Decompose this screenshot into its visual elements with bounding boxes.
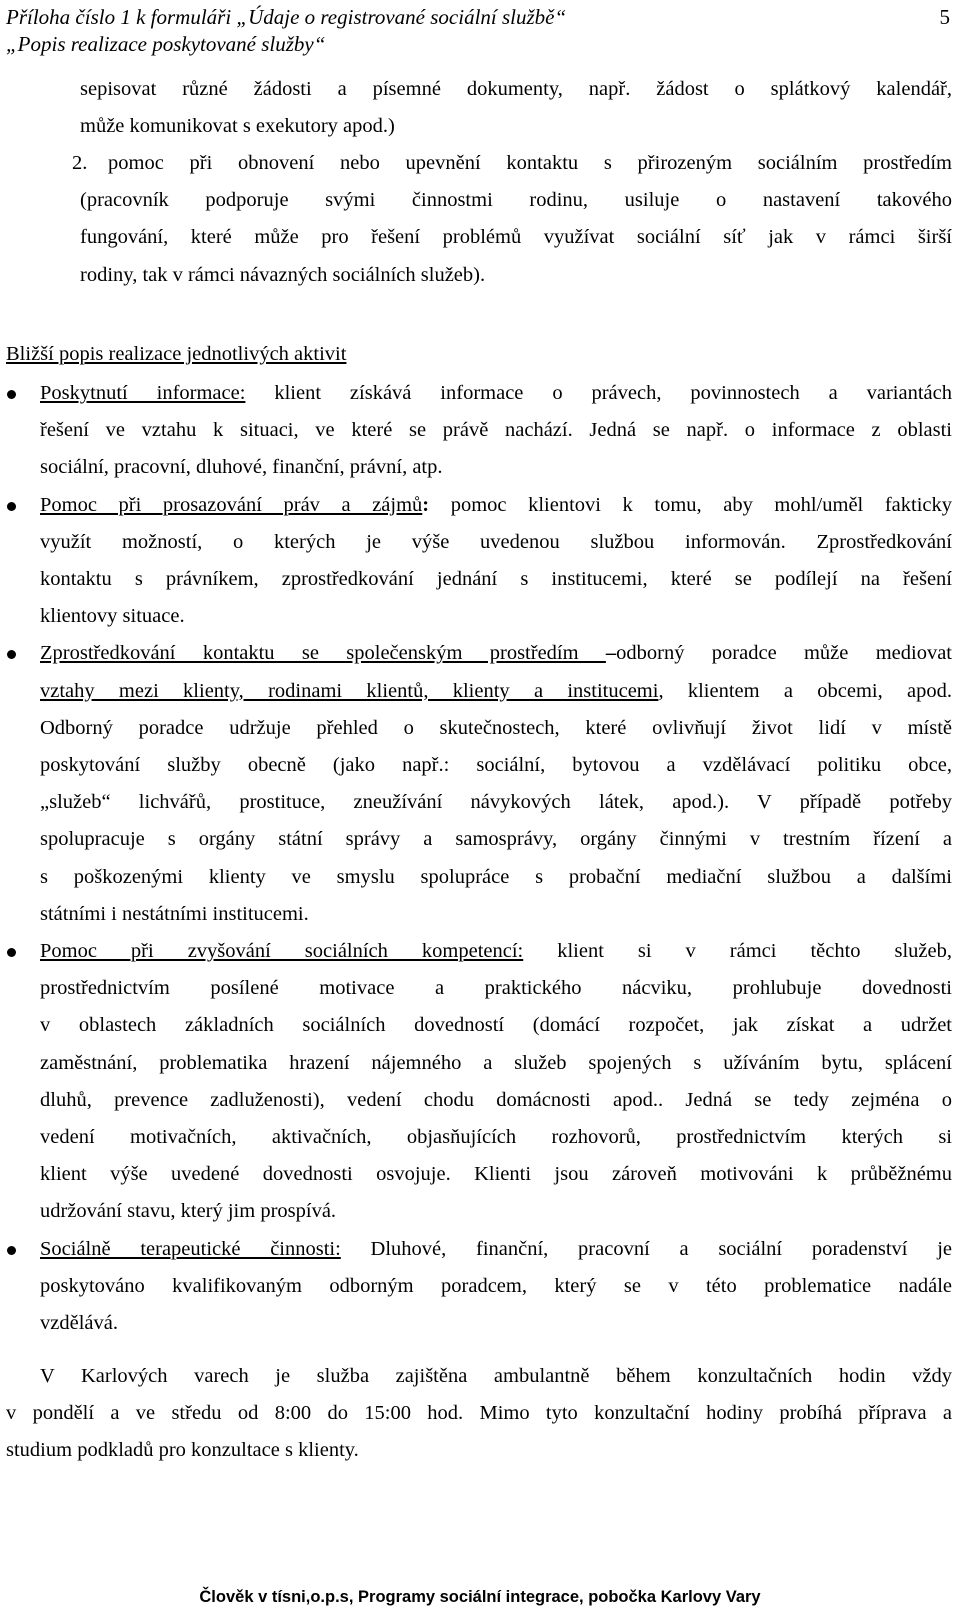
bullet-icon	[7, 948, 16, 957]
section-heading: Bližší popis realizace jednotlivých aktivit	[6, 343, 347, 365]
bullet-icon	[7, 390, 16, 399]
text-line: poskytováno kvalifikovaným odborným poradcem, který se v této problematice nadále	[40, 1274, 952, 1297]
text-line: může komunikovat s exekutory apod.)	[80, 115, 395, 138]
bullet-title: Pomoc při zvyšování sociálních kompetencí:	[40, 940, 524, 963]
text-line: sociální, pracovní, dluhové, finanční, právní, atp.	[40, 456, 443, 479]
continuation-paragraph	[80, 71, 952, 145]
text-line: Zprostředkování kontaktu se společenským prostředím –odborný poradce může mediovat	[40, 642, 952, 665]
bullet-title: Zprostředkování kontaktu se společenským prostředím	[40, 642, 606, 665]
text-line: v pondělí a ve středu od 8:00 do 15:00 hod. Mimo tyto konzultační hodiny probíhá příprava a	[6, 1402, 952, 1425]
text-line: Pomoc při prosazování práv a zájmů: pomoc klientovi k tomu, aby mohl/uměl fakticky	[40, 493, 952, 516]
bullet-icon	[7, 502, 16, 511]
closing-paragraph	[6, 1358, 952, 1470]
text-line: Sociálně terapeutické činnosti: Dluhové, finanční, pracovní a sociální poradenství je	[40, 1237, 952, 1260]
text-line: poskytování služby obecně (jako např.: sociální, bytovou a vzdělávací politiku obce,	[40, 754, 952, 777]
text-line: zaměstnání, problematika hrazení nájemného a služeb spojených s užíváním bytu, splácení	[40, 1051, 952, 1074]
text-line: sepisovat různé žádosti a písemné dokumenty, např. žádost o splátkový kalendář,	[80, 78, 952, 100]
text-line: V Karlových varech je služba zajištěna ambulantně během konzultačních hodin vždy	[40, 1365, 952, 1387]
text-line: rodiny, tak v rámci návazných sociálních služeb).	[80, 263, 486, 286]
bullet-list	[0, 375, 960, 1342]
text-line: fungování, které může pro řešení problémů využívat sociální síť jak v rámci širší	[80, 226, 952, 249]
text-line: klientovy situace.	[40, 605, 185, 628]
text-line: (pracovník podporuje svými činnostmi rodinu, usiluje o nastavení takového	[80, 189, 952, 212]
text-line: využít možností, o kterých je výše uvedenou službou informován. Zprostředkování	[40, 530, 952, 553]
text-line: udržování stavu, který jim prospívá.	[40, 1200, 337, 1223]
text-line: státními i nestátními institucemi.	[40, 902, 309, 925]
bullet-title: Sociálně terapeutické činnosti:	[40, 1237, 341, 1260]
text-line: řešení ve vztahu k situaci, ve které se právě nachází. Jedná se např. o informace z oblasti	[40, 419, 952, 442]
text-line: spolupracuje s orgány státní správy a samosprávy, orgány činnými v trestním řízení a	[40, 828, 952, 851]
bullet-item	[40, 1231, 952, 1343]
text-line: vzdělává.	[40, 1312, 118, 1335]
bullet-title: Poskytnutí informace:	[40, 382, 246, 404]
page-header	[6, 4, 952, 58]
bullet-icon	[7, 650, 16, 659]
bullet-item	[40, 635, 952, 933]
text-line: Pomoc při zvyšování sociálních kompetencí: klient si v rámci těchto služeb,	[40, 940, 952, 963]
bullet-title: Pomoc při prosazování práv a zájmů	[40, 493, 423, 516]
text-line: v oblastech základních sociálních dovedností (domácí rozpočet, jak získat a udržet	[40, 1014, 952, 1037]
text-line: prostřednictvím posílené motivace a praktického nácviku, prohlubuje dovednosti	[40, 977, 952, 1000]
text-line: Poskytnutí informace: klient získává informace o právech, povinnostech a variantách	[40, 382, 952, 404]
text-line: „služeb“ lichvářů, prostituce, zneužívání návykových látek, apod.). V případě potřeby	[40, 791, 952, 814]
text-line: studium podkladů pro konzultace s klienty.	[6, 1439, 359, 1462]
bullet-item	[40, 933, 952, 1231]
text-line: s poškozenými klienty ve smyslu spolupráce s probační mediační službou a dalšími	[40, 865, 952, 888]
text-line: dluhů, prevence zadluženosti), vedení chodu domácnosti apod.. Jedná se tedy zejména o	[40, 1088, 952, 1111]
item-number: 2.	[72, 152, 88, 174]
text-line: pomoc při obnovení nebo upevnění kontaktu s přirozeným sociálním prostředím	[108, 152, 952, 174]
text-line: Odborný poradce udržuje přehled o skutečnostech, které ovlivňují život lidí v místě	[40, 716, 952, 739]
bullet-item	[40, 375, 952, 487]
page-footer: Člověk v tísni,o.p.s, Programy sociální integrace, pobočka Karlovy Vary	[199, 1588, 761, 1606]
header-title-line2: „Popis realizace poskytované služby“	[6, 32, 326, 56]
numbered-item	[72, 145, 952, 294]
text-line: kontaktu s právníkem, zprostředkování jednání s institucemi, které se podílejí na řešení	[40, 568, 952, 591]
text-line: vztahy mezi klienty, rodinami klientů, klienty a institucemi, klientem a obcemi, apod.	[40, 679, 952, 702]
header-title-line1: Příloha číslo 1 k formuláři „Údaje o registrované sociální službě“	[6, 5, 567, 29]
text-line: vedení motivačních, aktivačních, objasňujících rozhovorů, prostřednictvím kterých si	[40, 1126, 952, 1149]
page-number: 5	[939, 5, 950, 29]
bullet-item	[40, 487, 952, 636]
bullet-icon	[7, 1246, 16, 1255]
text-line: klient výše uvedené dovednosti osvojuje. Klienti jsou zároveň motivováni k průběžnému	[40, 1163, 952, 1186]
